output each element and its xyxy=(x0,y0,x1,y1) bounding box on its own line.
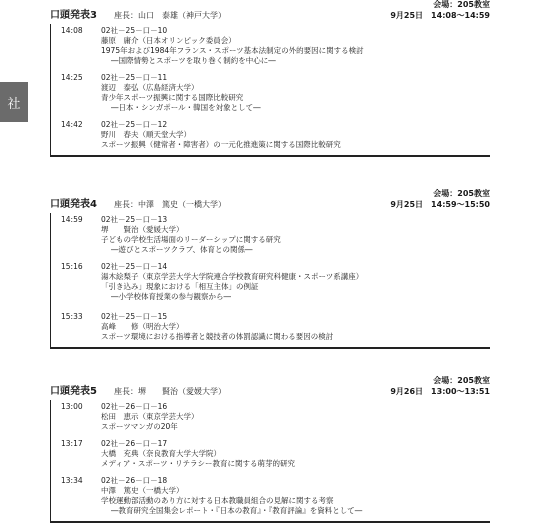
presentation-time: 14:59 xyxy=(61,215,83,224)
session-chair: 座長：堺 賢治（愛媛大学） xyxy=(114,387,226,396)
session-block xyxy=(50,376,490,523)
presentation-subtitle: ―日本・シンガポール・韓国を対象として― xyxy=(111,103,261,112)
presentation-title: 「引き込み」現象における「相互主体」の例証 xyxy=(101,282,259,291)
presentation-title: スポーツ環境における指導者と競技者の体罰認識に関わる要因の検討 xyxy=(101,332,334,341)
presentation-time: 13:00 xyxy=(61,402,83,411)
presentation-author: 野川 春夫（順天堂大学） xyxy=(101,130,191,139)
presentation-title: 1975年および1984年フランス・スポーツ基本法制定の外的要因に関する検討 xyxy=(101,46,364,55)
presentation-entry xyxy=(51,402,490,432)
presentation-author: 大橋 充典（奈良教育大学大学院） xyxy=(101,449,221,458)
presentation-entry xyxy=(51,312,490,342)
presentation-time: 13:34 xyxy=(61,476,83,485)
presentation-id: 02社－25－口－15 xyxy=(101,312,168,321)
presentation-entry xyxy=(51,476,490,516)
presentation-entry xyxy=(51,439,490,469)
presentation-subtitle: ―小学校体育授業の参与観察から― xyxy=(111,292,231,301)
presentation-time: 15:16 xyxy=(61,262,83,271)
presentation-id: 02社－26－口－18 xyxy=(101,476,168,485)
presentation-subtitle: ―遊びとスポーツクラブ、体育との関係― xyxy=(111,245,253,254)
session-title: 口頭発表5 xyxy=(50,386,97,397)
presentation-author: 湯木絵梨子（東京学芸大学大学院連合学校教育研究科健康・スポーツ系講座） xyxy=(101,272,364,281)
presentation-time: 14:08 xyxy=(61,26,83,35)
presentation-author: 松田 恵示（東京学芸大学） xyxy=(101,412,199,421)
presentation-title: スポーツ振興（健常者・障害者）の一元化推進策に関する国際比較研究 xyxy=(101,140,341,149)
presentation-id: 02社－25－口－12 xyxy=(101,120,168,129)
presentation-author: 渡辺 泰弘（広島経済大学） xyxy=(101,83,199,92)
presentation-title: 学校運動部活動のあり方に対する日本教職員組合の見解に関する考察 xyxy=(101,496,334,505)
session-body xyxy=(50,213,490,349)
session-chair: 座長：山口 泰雄（神戸大学） xyxy=(114,11,226,20)
session-body xyxy=(50,24,490,157)
presentation-title: スポーツマンガの20年 xyxy=(101,422,178,431)
session-date: 9月25日 14:08〜14:59 xyxy=(390,11,490,20)
presentation-subtitle: ―教育研究全国集会レポート・『日本の教育』・『教育評論』を資料として― xyxy=(111,506,363,515)
presentation-id: 02社－25－口－14 xyxy=(101,262,168,271)
presentation-author: 藤原 庸介（日本オリンピック委員会） xyxy=(101,36,236,45)
session-title: 口頭発表3 xyxy=(50,10,97,21)
session-venue: 会場：205教室 xyxy=(433,189,490,198)
session-date: 9月25日 14:59〜15:50 xyxy=(390,200,490,209)
presentation-time: 14:25 xyxy=(61,73,83,82)
presentation-time: 15:33 xyxy=(61,312,83,321)
presentation-id: 02社－26－口－16 xyxy=(101,402,168,411)
session-chair: 座長：中澤 篤史（一橋大学） xyxy=(114,200,226,209)
presentation-entry xyxy=(51,215,490,255)
presentation-author: 中澤 篤史（一橋大学） xyxy=(101,486,184,495)
presentation-id: 02社－25－口－10 xyxy=(101,26,168,35)
presentation-subtitle: ―国際情勢とスポーツを取り巻く制約を中心に― xyxy=(111,56,276,65)
session-venue: 会場：205教室 xyxy=(433,376,490,385)
session-header xyxy=(50,199,490,211)
presentation-time: 13:17 xyxy=(61,439,83,448)
presentation-id: 02社－25－口－11 xyxy=(101,73,168,82)
presentation-time: 14:42 xyxy=(61,120,83,129)
presentation-title: メディア・スポーツ・リテラシー教育に関する萌芽的研究 xyxy=(101,459,295,468)
presentation-title: 青少年スポーツ振興に関する国際比較研究 xyxy=(101,93,244,102)
session-header xyxy=(50,10,490,22)
session-venue: 会場：205教室 xyxy=(433,0,490,9)
session-date: 9月26日 13:00〜13:51 xyxy=(390,387,490,396)
presentation-author: 高峰 修（明治大学） xyxy=(101,322,184,331)
section-tab: 社 xyxy=(0,82,28,122)
presentation-id: 02社－26－口－17 xyxy=(101,439,168,448)
session-block xyxy=(50,189,490,349)
presentation-id: 02社－25－口－13 xyxy=(101,215,168,224)
presentation-entry xyxy=(51,120,490,150)
presentation-author: 堺 賢治（愛媛大学） xyxy=(101,225,184,234)
session-block xyxy=(50,0,490,157)
presentation-entry xyxy=(51,262,490,302)
presentation-entry xyxy=(51,26,490,66)
presentation-title: 子どもの学校生活場面のリーダーシップに関する研究 xyxy=(101,235,281,244)
session-title: 口頭発表4 xyxy=(50,199,97,210)
presentation-entry xyxy=(51,73,490,113)
session-body xyxy=(50,400,490,523)
session-header xyxy=(50,386,490,398)
